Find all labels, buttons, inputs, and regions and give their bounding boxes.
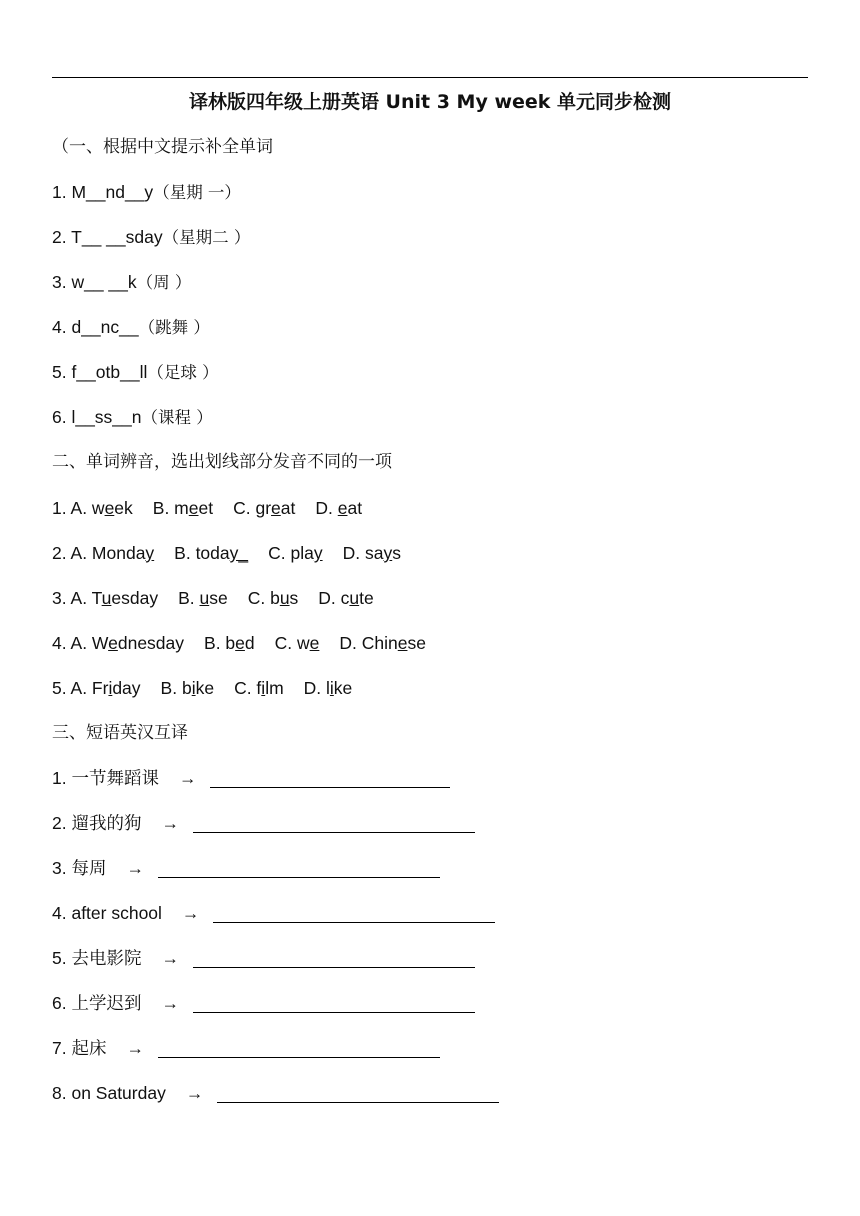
option-b: B. use bbox=[178, 588, 228, 608]
option-b: B. today_ bbox=[174, 543, 249, 563]
part2-item-5 bbox=[52, 675, 372, 701]
option-c: C. film bbox=[234, 678, 284, 698]
part2-item-3 bbox=[52, 585, 394, 611]
chinese-hint: （课程 ） bbox=[141, 408, 213, 427]
part1-item-2 bbox=[52, 224, 250, 251]
phrase-text: 6. 上学迟到 bbox=[52, 993, 142, 1013]
arrow-right-icon: → bbox=[161, 993, 179, 1013]
answer-blank[interactable] bbox=[193, 949, 475, 968]
part1-item-1 bbox=[52, 179, 241, 206]
word-blank-text: 3. w__ __k bbox=[52, 272, 137, 292]
chinese-hint: （星期 一） bbox=[153, 183, 241, 202]
phrase-text: 5. 去电影院 bbox=[52, 948, 142, 968]
answer-blank[interactable] bbox=[217, 1084, 499, 1103]
arrow-right-icon: → bbox=[185, 1083, 204, 1103]
phrase-text: 8. on Saturday bbox=[52, 1083, 166, 1103]
option-d: D. like bbox=[303, 678, 353, 698]
part1-item-5 bbox=[52, 359, 219, 386]
part2-item-4 bbox=[52, 630, 446, 656]
part3-item-5 bbox=[52, 945, 475, 971]
option-a: A. Monday bbox=[70, 543, 155, 563]
question-number: 2. bbox=[52, 543, 67, 563]
option-a: A. Friday bbox=[70, 678, 141, 698]
option-b: B. bed bbox=[204, 633, 255, 653]
part1-item-4 bbox=[52, 314, 210, 341]
part2-item-1 bbox=[52, 495, 382, 521]
arrow-right-icon: → bbox=[126, 858, 144, 878]
phrase-text: 7. 起床 bbox=[52, 1038, 107, 1058]
part2-item-2 bbox=[52, 540, 421, 566]
option-c: C. we bbox=[274, 633, 320, 653]
part3-item-2 bbox=[52, 810, 475, 836]
phrase-text: 3. 每周 bbox=[52, 858, 107, 878]
part1-item-6 bbox=[52, 404, 213, 431]
option-c: C. great bbox=[233, 498, 296, 518]
answer-blank[interactable] bbox=[158, 859, 440, 878]
part3-item-1 bbox=[52, 765, 450, 791]
arrow-right-icon: → bbox=[181, 903, 200, 923]
arrow-right-icon: → bbox=[178, 768, 197, 788]
word-blank-text: 4. d__nc__ bbox=[52, 317, 139, 337]
answer-blank[interactable] bbox=[193, 814, 475, 833]
section-2-heading: 二、单词辨音，选出划线部分发音不同的一项 bbox=[52, 452, 392, 472]
word-blank-text: 1. M__nd__y bbox=[52, 182, 154, 202]
word-blank-text: 2. T__ __sday bbox=[52, 227, 163, 247]
section-3-heading: 三、短语英汉互译 bbox=[52, 723, 188, 743]
phrase-text: 2. 遛我的狗 bbox=[52, 813, 142, 833]
section-1-heading: （一、根据中文提示补全单词 bbox=[52, 137, 273, 157]
option-c: C. bus bbox=[247, 588, 299, 608]
option-a: A. week bbox=[70, 498, 133, 518]
answer-blank[interactable] bbox=[210, 769, 450, 788]
option-b: B. bike bbox=[160, 678, 215, 698]
answer-blank[interactable] bbox=[193, 994, 475, 1013]
page-title: 译林版四年级上册英语 Unit 3 My week 单元同步检测 bbox=[188, 91, 672, 113]
answer-blank[interactable] bbox=[213, 904, 495, 923]
answer-blank[interactable] bbox=[158, 1039, 440, 1058]
part1-item-3 bbox=[52, 269, 191, 296]
option-d: D. cute bbox=[318, 588, 374, 608]
option-b: B. meet bbox=[152, 498, 214, 518]
phrase-text: 1. 一节舞蹈课 bbox=[52, 768, 159, 788]
question-number: 4. bbox=[52, 633, 67, 653]
part3-item-8 bbox=[52, 1080, 499, 1106]
part3-item-7 bbox=[52, 1035, 440, 1061]
option-a: A. Tuesday bbox=[70, 588, 159, 608]
chinese-hint: （足球 ） bbox=[147, 363, 219, 382]
option-d: D. Chinese bbox=[339, 633, 426, 653]
part3-item-6 bbox=[52, 990, 475, 1016]
arrow-right-icon: → bbox=[126, 1038, 144, 1058]
word-blank-text: 6. l__ss__n bbox=[52, 407, 142, 427]
option-c: C. play bbox=[268, 543, 323, 563]
chinese-hint: （跳舞 ） bbox=[138, 318, 210, 337]
phrase-text: 4. after school bbox=[52, 903, 162, 923]
word-blank-text: 5. f__otb__ll bbox=[52, 362, 148, 382]
arrow-right-icon: → bbox=[161, 813, 179, 833]
option-d: D. eat bbox=[315, 498, 363, 518]
option-a: A. Wednesday bbox=[70, 633, 185, 653]
part3-item-4 bbox=[52, 900, 495, 926]
option-d: D. says bbox=[342, 543, 401, 563]
question-number: 5. bbox=[52, 678, 67, 698]
question-number: 1. bbox=[52, 498, 67, 518]
question-number: 3. bbox=[52, 588, 67, 608]
chinese-hint: （星期二 ） bbox=[162, 228, 251, 247]
chinese-hint: （周 ） bbox=[136, 273, 192, 292]
header-rule bbox=[52, 77, 808, 78]
part3-item-3 bbox=[52, 855, 440, 881]
arrow-right-icon: → bbox=[161, 948, 179, 968]
